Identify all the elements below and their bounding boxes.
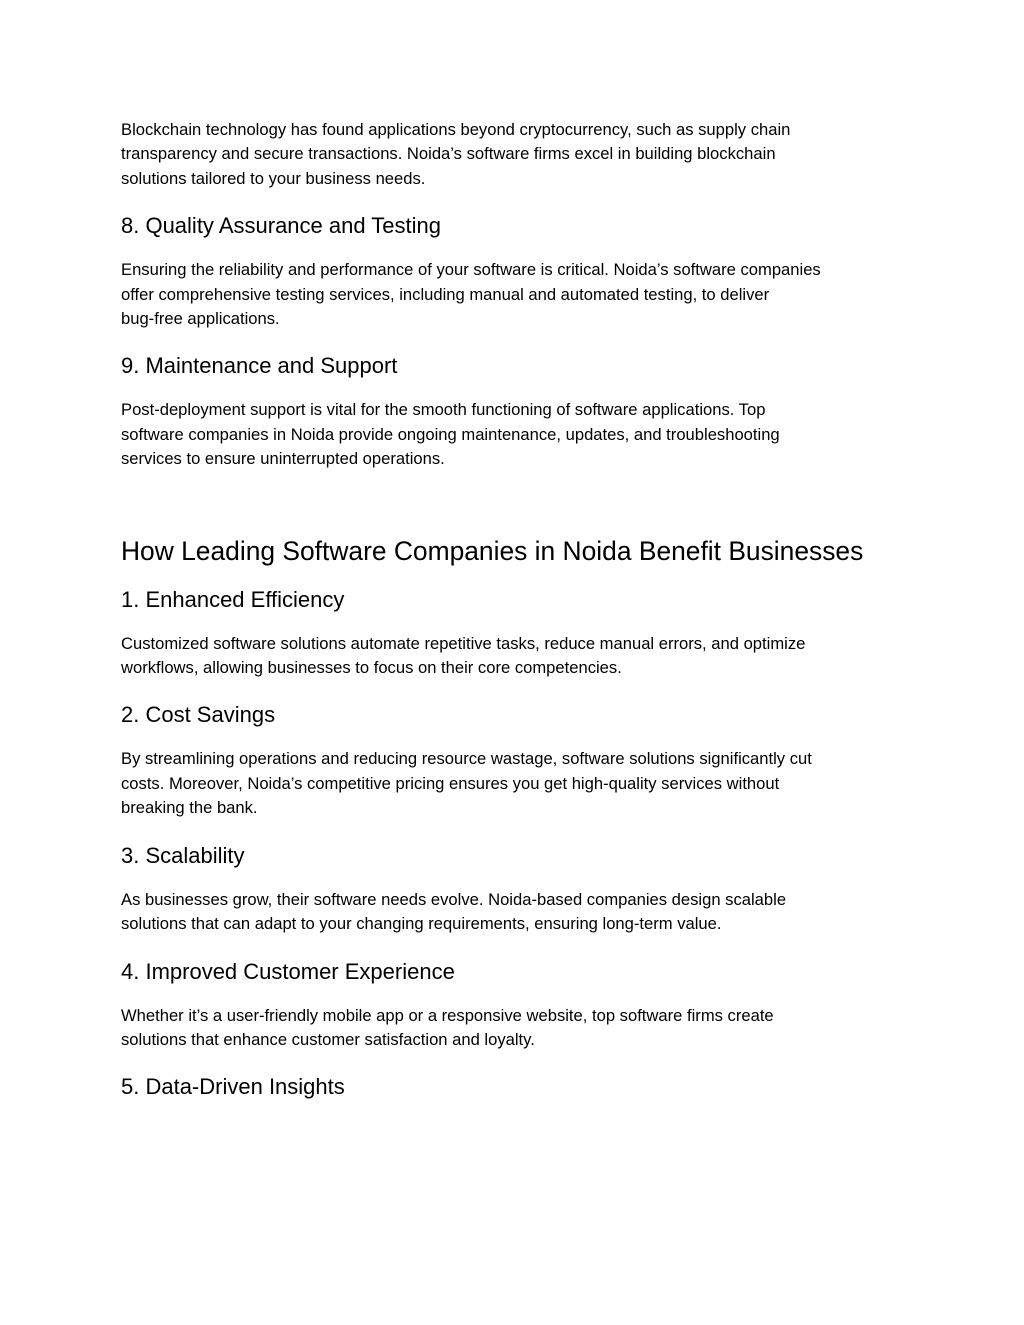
benefit-heading-cost-savings: 2. Cost Savings <box>121 702 276 728</box>
benefit-body-scalability: As businesses grow, their software needs evolve. Noida-based companies design scalable solutions that can adapt to your changing requirements, ensuring long-term value. <box>121 889 787 934</box>
service-body-maintenance: Post-deployment support is vital for the smooth functioning of software applications. Top software companies in Noida provide ongoing maintenance, updates, and troubleshooting services to ensure uninterrupted operations. <box>121 400 780 469</box>
benefit-heading-data-insights: 5. Data-Driven Insights <box>121 1074 345 1100</box>
document-page <box>121 118 911 1101</box>
benefit-heading-customer-experience: 4. Improved Customer Experience <box>121 958 455 984</box>
benefit-body-customer-experience: Whether it’s a user-friendly mobile app or a responsive website, top software firms create solutions that enhance customer satisfaction and loyalty. <box>121 1005 774 1049</box>
intro-paragraph: Blockchain technology has found applications beyond cryptocurrency, such as supply chain transparency and secure transactions. Noida’s software firms excel in building blockchain solutions tailored to your business needs. <box>121 120 791 188</box>
service-heading-maintenance: 9. Maintenance and Support <box>121 353 398 379</box>
benefit-heading-scalability: 3. Scalability <box>121 842 245 868</box>
benefit-body-efficiency: Customized software solutions automate repetitive tasks, reduce manual errors, and optimize workflows, allowing businesses to focus on their core competencies. <box>121 633 806 678</box>
service-heading-quality-assurance: 8. Quality Assurance and Testing <box>121 213 442 239</box>
service-body-quality-assurance: Ensuring the reliability and performance of your software is critical. Noida’s software companies offer comprehensive testing services, including manual and automated testing, to deliver bug-free applications. <box>121 260 821 329</box>
benefit-heading-efficiency: 1. Enhanced Efficiency <box>121 586 345 612</box>
benefit-body-cost-savings: By streamlining operations and reducing resource wastage, software solutions significantly cut costs. Moreover, Noida’s competitive pricing ensures you get high-quality services without breaking the bank. <box>121 749 812 818</box>
benefits-section-title: How Leading Software Companies in Noida Benefit Businesses <box>121 535 864 566</box>
